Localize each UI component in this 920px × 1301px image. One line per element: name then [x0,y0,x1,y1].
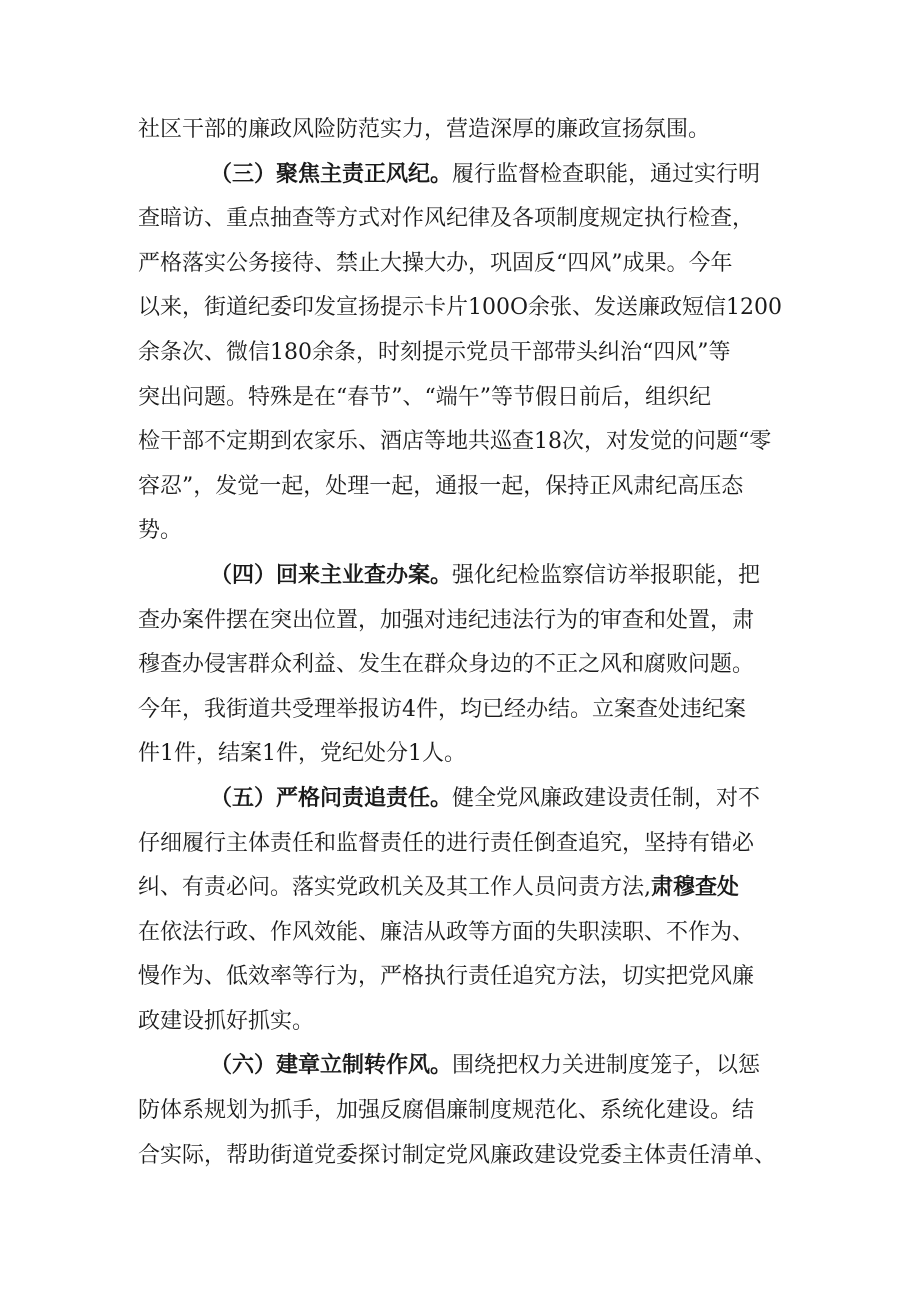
text-line: 以来，街道纪委印发宣扬提示卡片100O余张、发送廉政短信1200 [138,295,783,321]
document-body [138,108,783,1178]
text-line: 势。 [138,518,183,544]
section-heading: （五）严格问责追责任。 [210,785,453,811]
text-line: 余条次、微信180余条，时刻提示党员干部带头纠治“四风”等 [138,339,731,365]
section-heading: （四）回来主业查办案。 [210,562,453,588]
text-line: 在依法行政、作风效能、廉洁从政等方面的失职渎职、不作为、 [138,919,755,945]
text-line: 慢作为、低效率等行为，严格执行责任追究方法，切实把党风廉 [138,964,755,990]
text-line: 查暗访、重点抽查等方式对作风纪律及各项制度规定执行检查， [138,206,755,232]
text-line: 突出问题。特殊是在“春节”、“端午”等节假日前后，组织纪 [138,384,711,410]
text-line: 检干部不定期到农家乐、酒店等地共巡查18次，对发觉的问题“零 [138,429,772,455]
text-line: 穆查办侵害群众利益、发生在群众身边的不正之风和腐败问题。 [138,652,755,678]
text-line: 政建设抓好抓实。 [138,1008,315,1034]
text-line: 合实际，帮助街道党委探讨制定党风廉政建设党委主体责任清单、 [138,1142,777,1168]
text-line: 查办案件摆在突出位置，加强对违纪违法行为的审查和处置，肃 [138,607,755,633]
section-heading: （三）聚焦主责正风纪。 [210,161,453,187]
text-line: 仔细履行主体责任和监督责任的进行责任倒查追究，坚持有错必 [138,830,755,856]
text-line: 社区干部的廉政风险防范实力，营造深厚的廉政宣扬氛围。 [138,117,711,142]
bold-phrase: 肃穆查处 [651,875,740,901]
paragraph-heading-line: （三）聚焦主责正风纪。履行监督检查职能，通过实行明 [210,161,761,187]
text-line: 严格落实公务接待、禁止大操大办，巩固反“四风”成果。今年 [138,250,733,276]
text-line: 件1件，结案1件，党纪处分1人。 [138,741,466,767]
section-heading: （六）建章立制转作风。 [210,1053,453,1079]
text-line: 防体系规划为抓手，加强反腐倡廉制度规范化、系统化建设。结 [138,1098,755,1124]
text-line: 容忍”，发觉一起，处理一起，通报一起，保持正风肃纪高压态 [138,473,744,499]
paragraph-heading-line: （五）严格问责追责任。健全党风廉政建设责任制，对不 [210,785,761,811]
paragraph-heading-line: （六）建章立制转作风。围绕把权力关进制度笼子，以惩 [210,1053,761,1079]
text-line: 今年，我街道共受理举报访4件，均已经办结。立案查处违纪案 [138,696,746,722]
text-line: 纠、有责必问。落实党政机关及其工作人员问责方法,肃穆查处 [138,875,740,901]
paragraph-heading-line: （四）回来主业查办案。强化纪检监察信访举报职能，把 [210,562,761,588]
